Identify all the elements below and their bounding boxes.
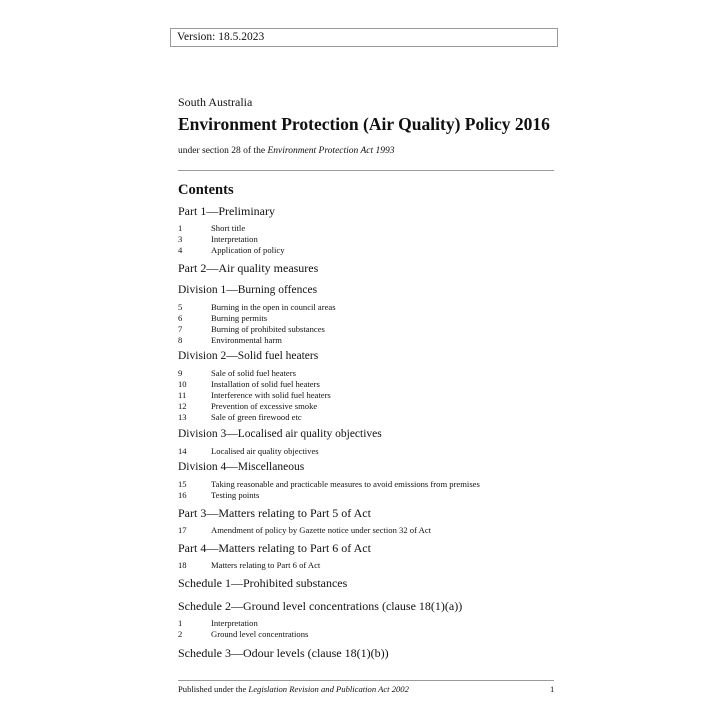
toc-entry-number: 15: [178, 479, 187, 489]
toc-entry-number: 8: [178, 335, 183, 345]
toc-entry-title: Sale of green firewood etc: [211, 412, 302, 422]
toc-entry-title: Burning of prohibited substances: [211, 324, 325, 334]
toc-entry[interactable]: [178, 401, 317, 412]
toc-entry-title: Sale of solid fuel heaters: [211, 368, 296, 378]
version-label: Version: 18.5.2023: [177, 31, 265, 43]
page-number: 1: [550, 684, 555, 694]
toc-division-2[interactable]: Division 2—Solid fuel heaters: [178, 350, 319, 362]
toc-entry-title: Environmental harm: [211, 335, 282, 345]
toc-part-1[interactable]: Part 1—Preliminary: [178, 204, 275, 218]
toc-entry-number: 1: [178, 618, 183, 628]
toc-entry-title: Testing points: [211, 490, 260, 500]
toc-entry[interactable]: [178, 618, 258, 629]
toc-entry[interactable]: [178, 313, 267, 324]
toc-entry[interactable]: [178, 446, 319, 457]
toc-division-3[interactable]: Division 3—Localised air quality objectives: [178, 428, 382, 440]
toc-entry-title: Interpretation: [211, 234, 258, 244]
toc-entry-title: Burning in the open in council areas: [211, 302, 336, 312]
toc-entry-title: Burning permits: [211, 313, 268, 323]
toc-entry-title: Localised air quality objectives: [211, 446, 319, 456]
jurisdiction: South Australia: [178, 95, 253, 109]
header-rule: [178, 170, 554, 171]
toc-schedule-3[interactable]: Schedule 3—Odour levels (clause 18(1)(b)): [178, 646, 389, 660]
toc-entry-title: Interference with solid fuel heaters: [211, 390, 331, 400]
toc-entry[interactable]: [178, 234, 258, 245]
enabling-act-prefix: under section 28 of the: [178, 146, 268, 156]
toc-entry-number: 18: [178, 560, 187, 570]
toc-entry-title: Amendment of policy by Gazette notice under section 32 of Act: [211, 525, 432, 535]
toc-entry-number: 14: [178, 446, 187, 456]
toc-entry-title: Prevention of excessive smoke: [211, 401, 318, 411]
toc-entry-title: Taking reasonable and practicable measures to avoid emissions from premises: [211, 479, 480, 489]
toc-entry-number: 16: [178, 490, 187, 500]
toc-part-4[interactable]: Part 4—Matters relating to Part 6 of Act: [178, 541, 371, 555]
toc-entry-number: 7: [178, 324, 183, 334]
toc-entry[interactable]: [178, 223, 245, 234]
toc-schedule-1[interactable]: Schedule 1—Prohibited substances: [178, 576, 348, 590]
toc-entry-number: 12: [178, 401, 187, 411]
toc-entry-number: 1: [178, 223, 183, 233]
toc-entry-title: Installation of solid fuel heaters: [211, 379, 320, 389]
enabling-act-name: Environment Protection Act 1993: [267, 146, 395, 156]
toc-entry-title: Ground level concentrations: [211, 629, 309, 639]
footer-publication-line: [178, 684, 409, 694]
toc-part-2[interactable]: Part 2—Air quality measures: [178, 261, 319, 275]
toc-entry-number: 5: [178, 302, 183, 312]
toc-schedule-2[interactable]: Schedule 2—Ground level concentrations (clause 18(1)(a)): [178, 599, 463, 613]
toc-entry-title: Matters relating to Part 6 of Act: [211, 560, 321, 570]
toc-entry[interactable]: [178, 335, 282, 346]
toc-entry[interactable]: [178, 629, 308, 640]
version-box: [170, 28, 558, 47]
footer-prefix: Published under the: [178, 684, 249, 694]
toc-entry[interactable]: [178, 560, 320, 571]
toc-entry-number: 4: [178, 245, 183, 255]
toc-entry-number: 3: [178, 234, 183, 244]
toc-division-4[interactable]: Division 4—Miscellaneous: [178, 461, 305, 473]
toc-entry-title: Interpretation: [211, 618, 258, 628]
toc-entry-number: 17: [178, 525, 187, 535]
toc-entry[interactable]: [178, 379, 320, 390]
toc-entry-title: Short title: [211, 223, 246, 233]
toc-entry-title: Application of policy: [211, 245, 285, 255]
toc-entry[interactable]: [178, 390, 331, 401]
toc-entry-number: 13: [178, 412, 187, 422]
toc-entry-number: 2: [178, 629, 183, 639]
toc-entry[interactable]: [178, 525, 431, 536]
footer-act-name: Legislation Revision and Publication Act 2002: [248, 684, 409, 694]
footer-rule: [178, 680, 554, 681]
toc-entry-number: 6: [178, 313, 183, 323]
document-title: Environment Protection (Air Quality) Policy 2016: [178, 114, 550, 134]
toc-entry[interactable]: [178, 412, 302, 423]
toc-entry[interactable]: [178, 324, 325, 335]
toc-part-3[interactable]: Part 3—Matters relating to Part 5 of Act: [178, 506, 371, 520]
toc-entry-number: 9: [178, 368, 183, 378]
toc-entry-number: 10: [178, 379, 187, 389]
toc-entry-number: 11: [178, 390, 187, 400]
toc-entry[interactable]: [178, 490, 259, 501]
toc-entry[interactable]: [178, 368, 296, 379]
toc-entry[interactable]: [178, 302, 336, 313]
toc-division-1[interactable]: Division 1—Burning offences: [178, 284, 318, 296]
enabling-act-line: [178, 146, 395, 156]
contents-heading: Contents: [178, 182, 234, 198]
toc-entry[interactable]: [178, 479, 480, 490]
toc-entry[interactable]: [178, 245, 285, 256]
